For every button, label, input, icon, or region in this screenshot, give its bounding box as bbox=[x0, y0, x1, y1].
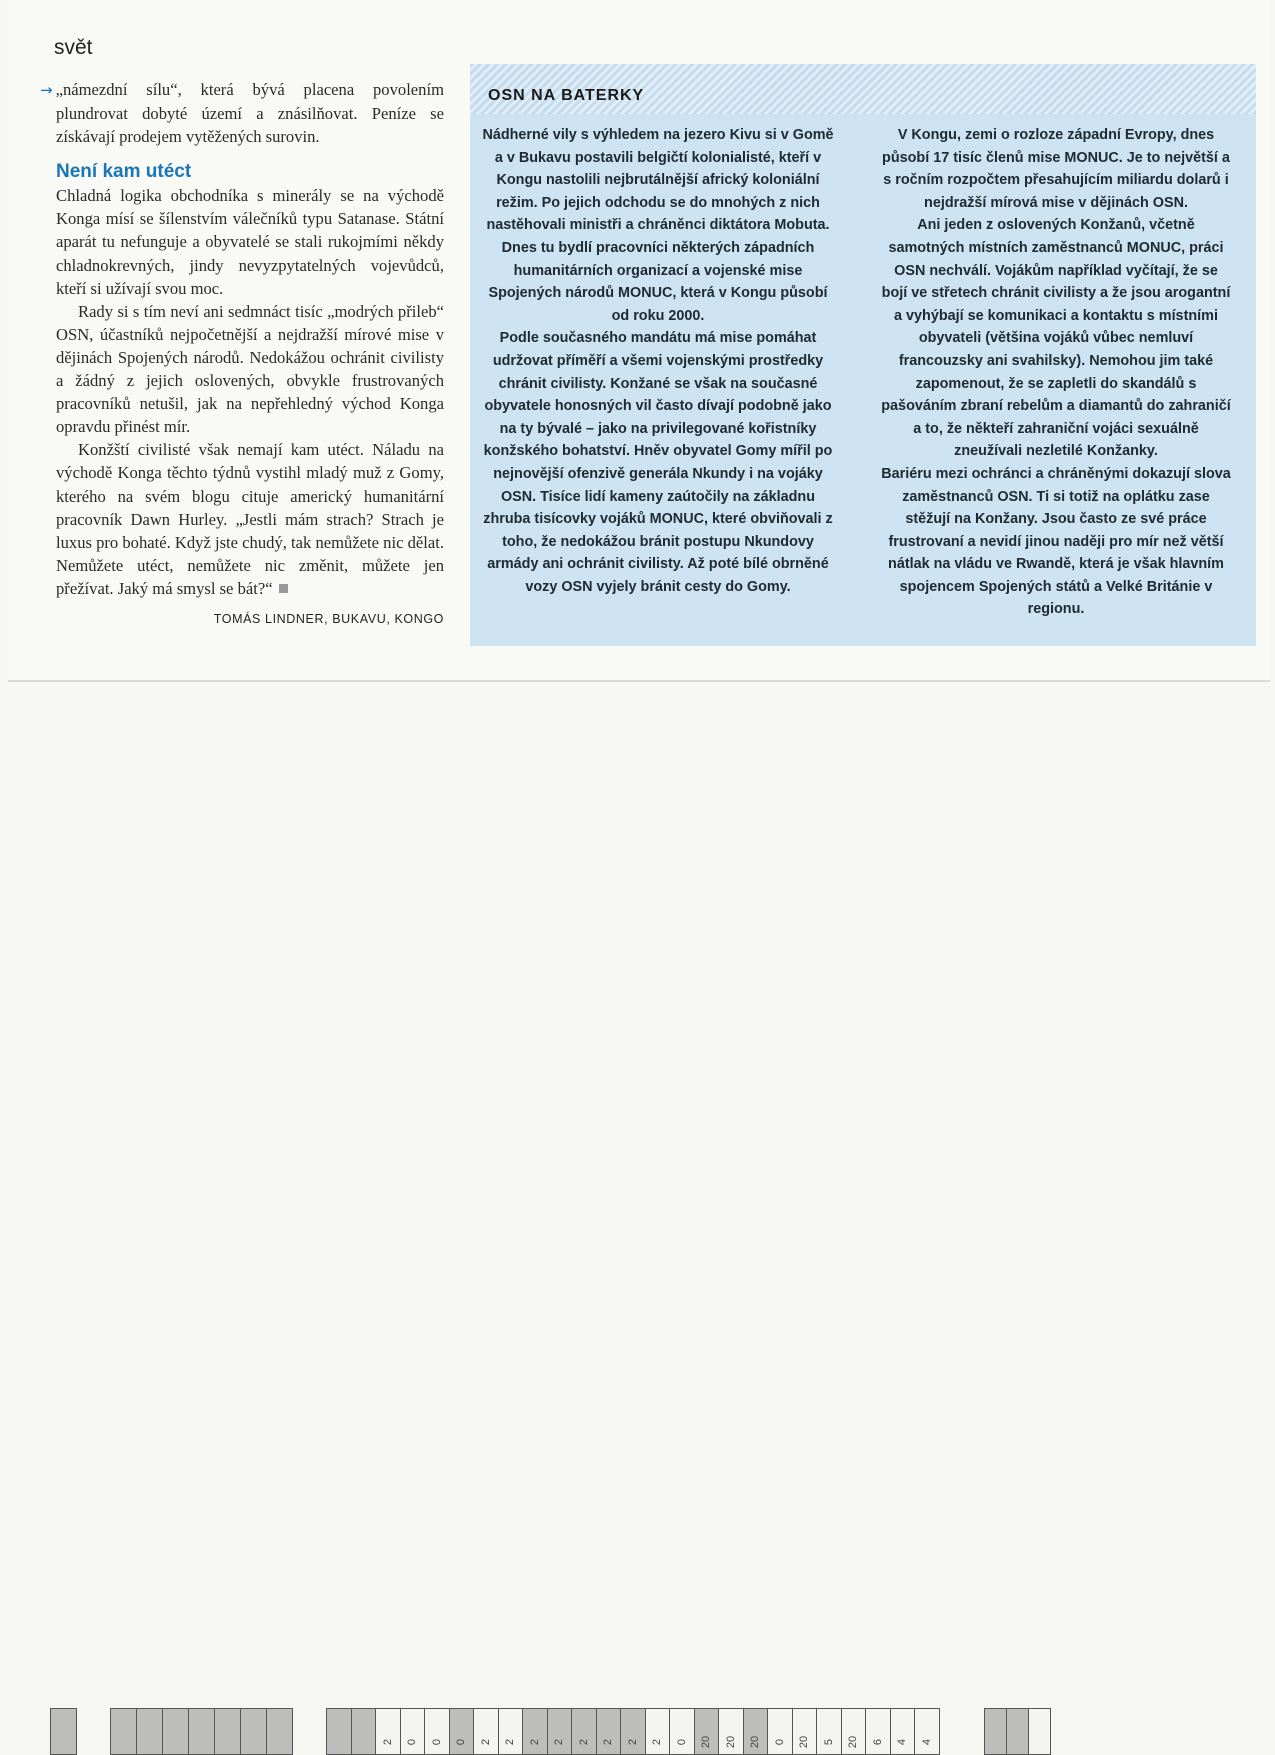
strip-cell bbox=[792, 1708, 818, 1755]
continuation-arrow-icon: → bbox=[40, 81, 53, 99]
strip-cell bbox=[718, 1708, 744, 1755]
sidebar-paragraph: V Kongu, zemi o rozloze západní Evropy, dnes působí 17 tisíc členů mise MONUC. Je to největší a s ročním rozpočtem přesahujícím miliardu dolarů i nejdražší mírová mise v dějinách OSN. bbox=[882, 127, 1230, 211]
strip-cell bbox=[620, 1708, 646, 1755]
strip-cell-label: 2 bbox=[504, 1738, 517, 1746]
strip-cell bbox=[351, 1708, 377, 1755]
article-paragraph: Chladná logika obchodníka s minerály se na východě Konga mísí se šílenstvím válečníků typu Satanase. Státní aparát tu nefunguje a obyvatelé se stali rukojmími někdy chladnokrevných, jindy nevyzpytatelných vojevůdců, kteří si užívají svou moc. bbox=[56, 186, 444, 298]
strip-cell-label: 2 bbox=[602, 1738, 615, 1746]
strip-cell-label: 2 bbox=[651, 1738, 664, 1746]
strip-cell-label: 20 bbox=[798, 1735, 811, 1749]
article-paragraph: Rady si s tím neví ani sedmnáct tisíc „modrých přileb“ OSN, účastníků nejpočetnější a nejdražší mírové mise v dějinách Spojených národů. Nedokážou ochránit civilisty a žádný z jejich oslovených, obvykle frustrovaných pracovníků netušil, jak na nepřehledný východ Konga opravdu přinést mír. bbox=[56, 301, 444, 437]
strip-cell-label: 20 bbox=[749, 1735, 762, 1749]
strip-cell-label: 4 bbox=[896, 1738, 909, 1746]
sidebar-column-left bbox=[482, 124, 834, 598]
sidebar-paragraph: Podle současného mandátu má mise pomáhat udržovat příměří a všemi vojenskými prostředky chránit civilisty. Konžané se však na současné obyvatele honosných vil často dívají podobně jako na ty bývalé – jako na privilegované kořistníky konžského bohatství. Hněv obyvatel Gomy mířil po nejnovější ofenzivě generála Nkundy i na vojáky OSN. Tisíce lidí kameny zaútočily na základnu zhruba tisícovky vojáků MONUC, které obviňovali z toho, že nedokážou bránit postupu Nkundovy armády ani ochránit civilisty. Až poté bílé obrněné vozy OSN vyjely bránit cesty do Gomy. bbox=[483, 330, 833, 595]
sidebar-box bbox=[470, 64, 1256, 646]
strip-cell-label: 20 bbox=[700, 1735, 713, 1749]
strip-cell bbox=[1006, 1708, 1029, 1755]
strip-cell-label: 0 bbox=[455, 1738, 468, 1746]
sidebar-paragraph: Nádherné vily s výhledem na jezero Kivu si v Gomě a v Bukavu postavili belgičtí kolonialisté, kteří v Kongu nastolili nejbrutálnější africký koloniální režim. Po jejich odchodu se do mnohých z nich nastěhovali ministři a chráněnci diktátora Mobuta. Dnes tu bydlí pracovníci některých západních humanitárních organizací a vojenské mise Spojených národů MONUC, která v Kongu působí od roku 2000. bbox=[482, 127, 834, 324]
strip-cell-label: 2 bbox=[479, 1738, 492, 1746]
strip-cell bbox=[816, 1708, 842, 1755]
strip-cell-label: 20 bbox=[847, 1735, 860, 1749]
strip-cell bbox=[694, 1708, 720, 1755]
strip-cell-label: 2 bbox=[528, 1738, 541, 1746]
strip-cell-label: 5 bbox=[822, 1738, 835, 1746]
strip-cell bbox=[473, 1708, 499, 1755]
strip-cell bbox=[743, 1708, 769, 1755]
strip-cell bbox=[375, 1708, 401, 1755]
article-paragraph: → „námezdní sílu“, která bývá placena povolením plundrovat dobyté území a znásilňovat. Peníze se získávají prodejem vytěžených surovin. bbox=[40, 80, 444, 147]
sidebar-box-title: OSN NA BATERKY bbox=[488, 87, 645, 104]
byline: TOMÁS LINDNER, BUKAVU, KONGO bbox=[213, 611, 444, 626]
strip-cell bbox=[214, 1708, 241, 1755]
strip-cell bbox=[522, 1708, 548, 1755]
strip-cell-label: 0 bbox=[406, 1738, 419, 1746]
strip-cell-label: 20 bbox=[724, 1735, 737, 1749]
sidebar-paragraph: Ani jeden z oslovených Konžanů, včetně samotných místních zaměstnanců MONUC, práci OSN nechválí. Vojákům například vyčítají, že se bojí ve střetech chránit civilisty a že jsou arogantní a vyhýbají se komunikaci a kontaktu s místními obyvateli (většina vojáků vůbec nemluví francouzsky ani svahilsky). Nemohou jim také zapomenout, že se zapletli do skandálů s pašováním zbraní rebelům a diamantů do zahraničí a to, že někteří zahraniční vojáci sexuálně zneužívali nezletilé Konžanky. bbox=[881, 217, 1231, 460]
strip-cell bbox=[240, 1708, 267, 1755]
strip-cell bbox=[400, 1708, 426, 1755]
sidebar-paragraph: Bariéru mezi ochránci a chráněnými dokazují slova zaměstnanců OSN. Ti si totiž na oplátku zase stěžují na Konžany. Jsou často ze své práce frustrovaní a nevidí jinou naději pro mír než větší nátlak na vládu ve Rwandě, která je však hlavním spojencem Spojených států a Velké Británie v regionu. bbox=[881, 465, 1231, 618]
strip-cell bbox=[914, 1708, 940, 1755]
strip-cell-label: 4 bbox=[920, 1738, 933, 1746]
strip-cell bbox=[865, 1708, 891, 1755]
strip-cell bbox=[767, 1708, 793, 1755]
sidebar-column-right bbox=[880, 124, 1232, 621]
section-label: svět bbox=[54, 36, 93, 59]
strip-cell bbox=[266, 1708, 293, 1755]
strip-cell bbox=[984, 1708, 1007, 1755]
magazine-page bbox=[8, 0, 1270, 682]
strip-cell bbox=[645, 1708, 671, 1755]
strip-cell bbox=[841, 1708, 867, 1755]
article-paragraph: Konžští civilisté však nemají kam utéct. Náladu na východě Konga těchto týdnů vystihl mladý muž z Gomy, kterého na svém blogu cituje americký humanitární pracovník Dawn Hurley. „Jestli mám strach? Strach je luxus pro bohaté. Když jste chudý, tak nemůžete nic dělat. Nemůžete utéct, nemůžete nic změnit, můžete jen přežívat. Jaký má smysl se bát?“ bbox=[56, 440, 444, 598]
strip-cell bbox=[498, 1708, 524, 1755]
strip-cell bbox=[890, 1708, 916, 1755]
strip-cell bbox=[188, 1708, 215, 1755]
strip-cell-label: 2 bbox=[553, 1738, 566, 1746]
strip-cell bbox=[136, 1708, 163, 1755]
strip-cell-label: 6 bbox=[871, 1738, 884, 1746]
strip-cell-label: 2 bbox=[626, 1738, 639, 1746]
strip-cell bbox=[162, 1708, 189, 1755]
strip-cell bbox=[596, 1708, 622, 1755]
strip-cell bbox=[424, 1708, 450, 1755]
bleed-through-table-strip bbox=[50, 1708, 1180, 1755]
strip-cell-label: 0 bbox=[430, 1738, 443, 1746]
strip-cell bbox=[449, 1708, 475, 1755]
strip-cell bbox=[1028, 1708, 1051, 1755]
strip-cell bbox=[547, 1708, 573, 1755]
strip-cell bbox=[571, 1708, 597, 1755]
strip-cell-label: 2 bbox=[381, 1738, 394, 1746]
strip-cell bbox=[50, 1708, 77, 1755]
strip-cell bbox=[110, 1708, 137, 1755]
strip-cell-label: 0 bbox=[773, 1738, 786, 1746]
strip-cell bbox=[669, 1708, 695, 1755]
strip-cell bbox=[326, 1708, 352, 1755]
article-subheading: Není kam utéct bbox=[56, 161, 192, 183]
strip-cell-label: 2 bbox=[577, 1738, 590, 1746]
article-column bbox=[40, 78, 444, 631]
end-mark-icon bbox=[279, 584, 288, 593]
strip-cell-label: 0 bbox=[675, 1738, 688, 1746]
